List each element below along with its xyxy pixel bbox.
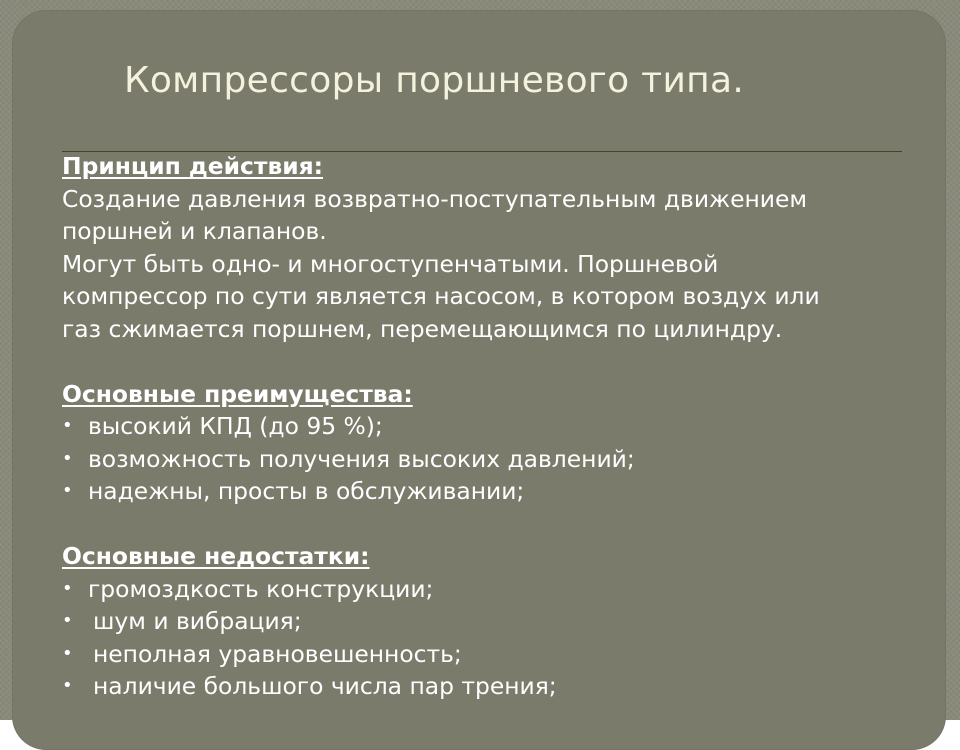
disadvantage-item xyxy=(62,670,932,703)
advantages-heading: Основные преимущества: xyxy=(62,379,413,408)
disadvantage-text: наличие большого числа пар трения; xyxy=(93,672,557,700)
principle-line: Создание давления возвратно-поступательным движением xyxy=(62,184,808,213)
disadvantage-item xyxy=(62,638,932,671)
advantage-item xyxy=(62,475,932,508)
advantage-text: надежны, просты в обслуживании; xyxy=(88,477,525,505)
disadvantage-text: шум и вибрация; xyxy=(93,607,302,635)
disadvantage-text: громоздкость конструкции; xyxy=(88,574,434,603)
bullet-icon: • xyxy=(62,577,73,599)
spacer xyxy=(62,508,932,541)
bullet-icon: • xyxy=(62,480,73,501)
advantage-item xyxy=(62,443,932,476)
disadvantage-item xyxy=(62,605,932,638)
principle-line: компрессор по сути является насосом, в котором воздух или xyxy=(62,282,820,310)
spacer xyxy=(62,345,932,378)
bullet-icon: • xyxy=(62,447,73,469)
advantage-text: возможность получения высоких давлений; xyxy=(88,444,635,473)
principle-line: поршней и клапанов. xyxy=(62,217,327,245)
disadvantages-heading: Основные недостатки: xyxy=(62,542,370,570)
principle-line: газ сжимается поршнем, перемещающимся по цилиндру. xyxy=(62,314,783,343)
disadvantage-text: неполная уравновешенность; xyxy=(93,639,462,668)
disadvantage-item xyxy=(62,573,932,606)
slide-body xyxy=(62,150,932,703)
bullet-icon: • xyxy=(62,415,73,436)
bullet-icon: • xyxy=(62,675,73,696)
bullet-icon: • xyxy=(62,642,73,664)
principle-heading: Принцип действия: xyxy=(62,152,324,180)
principle-line: Могут быть одно- и многоступенчатыми. Поршневой xyxy=(62,249,719,278)
bullet-icon: • xyxy=(62,610,73,631)
advantage-text: высокий КПД (до 95 %); xyxy=(88,412,383,440)
slide-title: Компрессоры поршневого типа. xyxy=(124,60,745,101)
advantage-item xyxy=(62,410,932,443)
